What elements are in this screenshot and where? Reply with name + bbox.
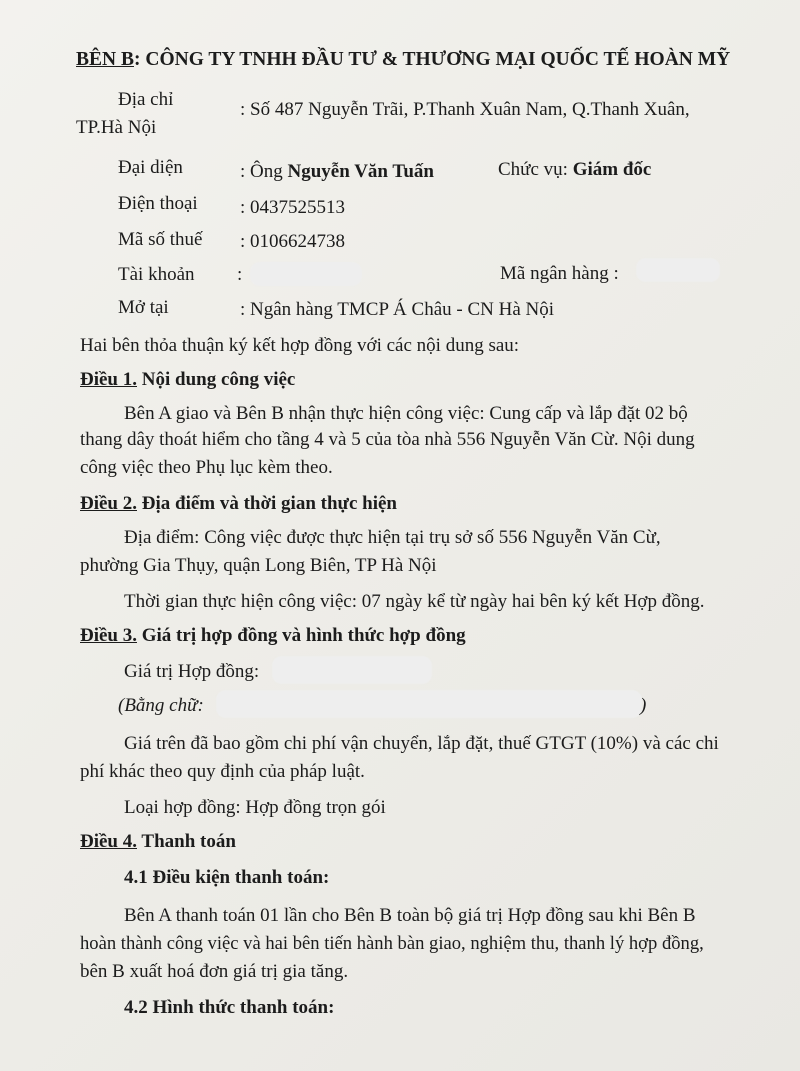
contract-value-redaction <box>272 656 432 684</box>
article-1-heading <box>80 368 295 392</box>
in-words-close: ) <box>640 695 647 716</box>
position-label: Chức vụ: <box>498 159 568 180</box>
article-4-p1-l2: hoàn thành công việc và hai bên tiến hành bàn giao, nghiệm thu, thanh lý hợp đồng, <box>80 933 704 954</box>
article-4-p1-l1: Bên A thanh toán 01 lần cho Bên B toàn bộ giá trị Hợp đồng sau khi Bên B <box>124 905 696 926</box>
article-2-title: Địa điểm và thời gian thực hiện <box>141 493 397 514</box>
article-3-heading <box>80 624 466 648</box>
bank-code-redaction <box>636 258 720 282</box>
account-label: Tài khoản <box>118 264 195 285</box>
company-name: CÔNG TY TNHH ĐẦU TƯ & THƯƠNG MẠI QUỐC TẾ HOÀN MỸ <box>145 49 731 70</box>
in-words-label: (Bằng chữ: <box>118 695 204 716</box>
article-1-p1-l3: công việc theo Phụ lục kèm theo. <box>80 457 333 478</box>
in-words-redaction <box>216 690 642 718</box>
address-label: Địa chỉ <box>118 89 174 110</box>
article-3-num: Điều 3. <box>80 625 137 646</box>
subsection-4-1: 4.1 Điều kiện thanh toán: <box>124 867 330 888</box>
article-2-heading <box>80 492 397 516</box>
representative-prefix: : Ông <box>240 161 283 182</box>
article-1-title: Nội dung công việc <box>141 369 296 390</box>
party-b-colon: : <box>133 49 141 70</box>
party-b-label: BÊN B <box>76 49 134 70</box>
bank-code-label: Mã ngân hàng : <box>500 263 619 284</box>
subsection-4-2: 4.2 Hình thức thanh toán: <box>124 997 335 1018</box>
representative-label: Đại diện <box>118 157 183 178</box>
party-b-header <box>76 48 730 72</box>
article-1-p1-l1: Bên A giao và Bên B nhận thực hiện công việc: Cung cấp và lắp đặt 02 bộ <box>124 403 688 424</box>
article-3-title: Giá trị hợp đồng và hình thức hợp đồng <box>141 625 466 646</box>
article-2-p1-l1: Địa điểm: Công việc được thực hiện tại trụ sở số 556 Nguyễn Văn Cừ, <box>124 527 661 548</box>
article-2-p2: Thời gian thực hiện công việc: 07 ngày kể từ ngày hai bên ký kết Hợp đồng. <box>124 591 705 612</box>
article-3-p1-l2: phí khác theo quy định của pháp luật. <box>80 761 365 782</box>
article-4-title: Thanh toán <box>141 831 236 852</box>
contract-type: Loại hợp đồng: Hợp đồng trọn gói <box>124 797 386 818</box>
intro-text: Hai bên thỏa thuận ký kết hợp đồng với các nội dung sau: <box>80 335 520 356</box>
phone-label: Điện thoại <box>118 193 198 214</box>
position-value: Giám đốc <box>572 159 652 180</box>
article-3-p1-l1: Giá trên đã bao gồm chi phí vận chuyển, lắp đặt, thuế GTGT (10%) và các chi <box>124 733 719 754</box>
article-4-num: Điều 4. <box>80 831 137 852</box>
address-value: : Số 487 Nguyễn Trãi, P.Thanh Xuân Nam, Q.Thanh Xuân, <box>240 99 690 120</box>
bank-label: Mở tại <box>118 297 169 318</box>
account-colon: : <box>237 264 243 285</box>
article-1-num: Điều 1. <box>80 369 137 390</box>
tax-value: : 0106624738 <box>240 231 346 252</box>
article-4-heading <box>80 830 236 854</box>
article-4-p1-l3: bên B xuất hoá đơn giá trị gia tăng. <box>80 961 349 982</box>
article-2-p1-l2: phường Gia Thụy, quận Long Biên, TP Hà Nội <box>80 555 437 576</box>
article-2-num: Điều 2. <box>80 493 137 514</box>
article-1-p1-l2: thang dây thoát hiểm cho tầng 4 và 5 của tòa nhà 556 Nguyễn Văn Cừ. Nội dung <box>80 429 695 450</box>
representative-name: Nguyễn Văn Tuấn <box>287 161 434 182</box>
bank-value: : Ngân hàng TMCP Á Châu - CN Hà Nội <box>240 299 555 320</box>
tax-label: Mã số thuế <box>118 229 203 250</box>
position <box>498 158 651 182</box>
contract-value-label: Giá trị Hợp đồng: <box>124 661 260 682</box>
phone-value: : 0437525513 <box>240 197 346 218</box>
address-value-line2: TP.Hà Nội <box>76 117 157 138</box>
representative-value <box>240 160 434 184</box>
account-redaction <box>250 262 362 286</box>
